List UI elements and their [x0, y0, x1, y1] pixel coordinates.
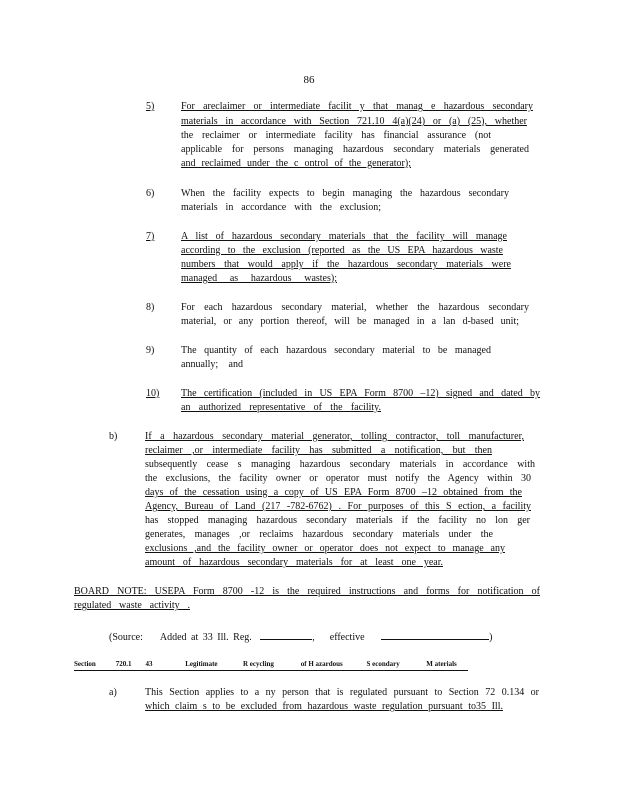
item-10-line-2: an authorized representative of the facility.	[181, 402, 381, 413]
board-note-line-2: regulated waste activity .	[74, 600, 190, 611]
register-blank	[260, 630, 312, 640]
list-label-7: 7)	[146, 231, 155, 242]
item-8-line-2: material, or any portion thereof, will be managed in a lan d-based unit;	[181, 316, 519, 327]
source-comma: ,	[312, 632, 315, 643]
heading-word-4: S econdary	[366, 660, 400, 668]
subsection-b-label: b)	[109, 431, 118, 442]
section-word: Section	[74, 660, 96, 668]
section-number: 720.1	[115, 660, 132, 668]
item-8-line-1: For each hazardous secondary material, whether the hazardous secondary	[181, 302, 529, 313]
subsection-b-line-1: If a hazardous secondary material generator, tolling contractor, toll manufacturer,	[145, 431, 524, 442]
item-9-line-1: The quantity of each hazardous secondary material to be managed	[181, 345, 491, 356]
section-heading	[74, 659, 468, 671]
item-5-line-2: materials in accordance with Section 721.10 4(a)(24) or (a) (25), whether	[181, 116, 527, 127]
heading-word-1: Legitimate	[185, 660, 218, 668]
item-5-line-3: the reclaimer or intermediate facility has financial assurance (not	[181, 130, 491, 141]
list-label-5: 5)	[146, 101, 155, 112]
heading-word-5: M aterials	[426, 660, 457, 668]
item-7-line-1: A list of hazardous secondary materials that the facility will manage	[181, 231, 507, 242]
source-effective: effective	[329, 632, 365, 643]
heading-word-3: of H azardous	[300, 660, 343, 668]
subsection-b-line-10: amount of hazardous secondary materials for at least one year.	[145, 557, 443, 568]
subsection-a-line-2: which claim s to be excluded from hazardous waste regulation pursuant to35 Ill.	[145, 701, 503, 712]
item-10-line-1: The certification (included in US EPA Form 8700 –12) signed and dated by	[181, 388, 540, 399]
list-label-10: 10)	[146, 388, 160, 399]
heading-word-2: R ecycling	[243, 660, 274, 668]
item-6-line-2: materials in accordance with the exclusion;	[181, 202, 381, 213]
source-added: Added at 33 Ill. Reg.	[159, 632, 252, 643]
subsection-b-line-5: days of the cessation using a copy of US EPA Form 8700 –12 obtained from the	[145, 487, 522, 498]
list-label-6: 6)	[146, 188, 155, 199]
subsection-b-line-4: the exclusions, the facility owner or operator must notify the Agency within 30	[145, 473, 531, 484]
item-6-line-1: When the facility expects to begin managing the hazardous secondary	[181, 188, 509, 199]
source-close: )	[489, 632, 493, 643]
section-sub: 43	[145, 660, 153, 668]
item-5-line-1: For areclaimer or intermediate facilit y that manag e hazardous secondary	[181, 101, 533, 112]
page-number: 86	[303, 74, 315, 86]
list-label-9: 9)	[146, 345, 155, 356]
item-7-line-2: according to the exclusion (reported as the US EPA hazardous waste	[181, 245, 503, 256]
item-5-line-4: applicable for persons managing hazardous secondary materials generated	[181, 144, 529, 155]
effective-date-blank	[381, 630, 489, 640]
item-7-line-3: numbers that would apply if the hazardous secondary materials were	[181, 259, 511, 270]
item-9-line-2: annually; and	[181, 359, 243, 370]
subsection-b-line-3: subsequently cease s managing hazardous secondary materials in accordance with	[145, 459, 535, 470]
subsection-b-line-2: reclaimer ,or intermediate facility has submitted a notification, but then	[145, 445, 492, 456]
subsection-b-line-9: exclusions ,and the facility owner or operator does not expect to manage any	[145, 543, 505, 554]
source-line	[109, 630, 492, 644]
subsection-b-line-7: has stopped managing hazardous secondary materials if the facility no lon ger	[145, 515, 530, 526]
item-5-line-5: and reclaimed under the c ontrol of the generator);	[181, 158, 411, 169]
subsection-a-line-1: This Section applies to a ny person that is regulated pursuant to Section 72 0.134 or	[145, 687, 539, 698]
list-label-8: 8)	[146, 302, 155, 313]
subsection-b-line-6: Agency, Bureau of Land (217 -782-6762) . For purposes of this S ection, a facility	[145, 501, 531, 512]
subsection-a-label: a)	[109, 687, 117, 698]
source-prefix: (Source:	[109, 632, 143, 643]
board-note-line-1: BOARD NOTE: USEPA Form 8700 -12 is the required instructions and forms for notification of	[74, 586, 540, 597]
item-7-line-4: managed as hazardous wastes);	[181, 273, 337, 284]
subsection-b-line-8: generates, manages ,or reclaims hazardous secondary materials under the	[145, 529, 493, 540]
